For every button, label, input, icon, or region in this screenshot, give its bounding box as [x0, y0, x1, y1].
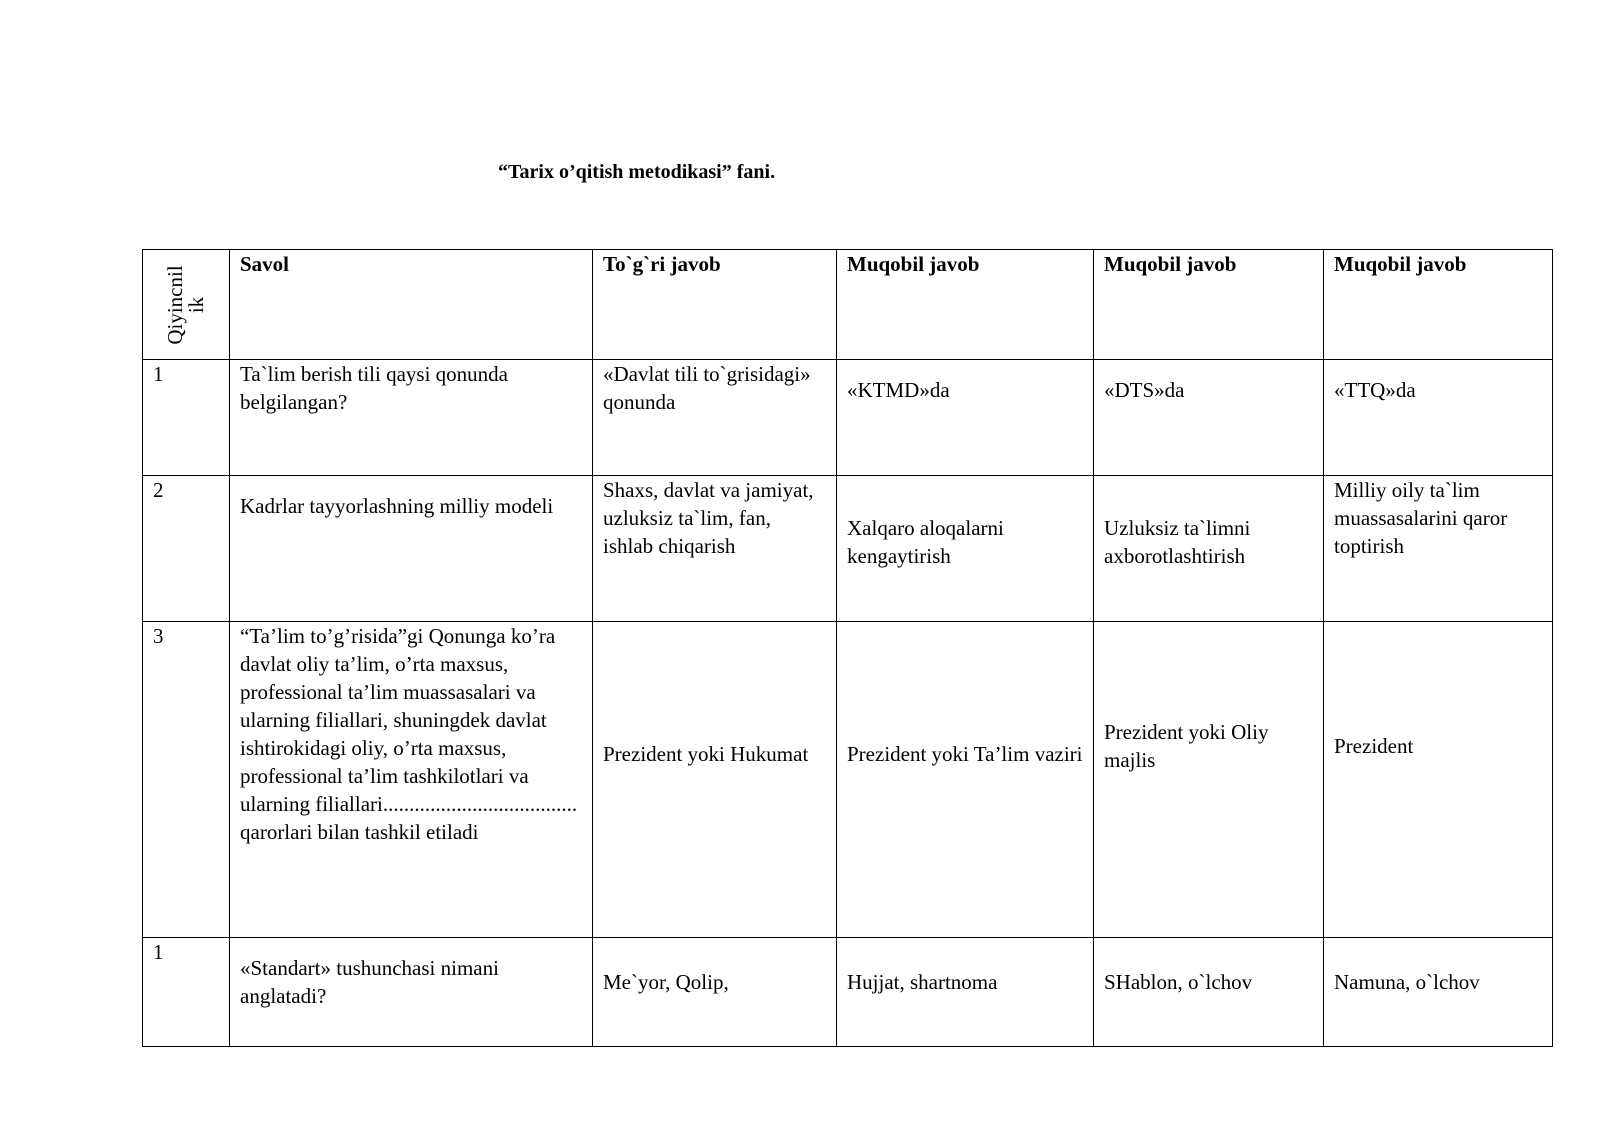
difficulty-cell: 1: [143, 360, 230, 476]
header-alternative-answer-3: Muqobil javob: [1324, 250, 1553, 360]
alternative-answer-cell: Namuna, o`lchov: [1324, 938, 1553, 1047]
alternative-answer-cell: Milliy oily ta`lim muassasalarini qaror toptirish: [1324, 476, 1553, 622]
alternative-answer-cell: Prezident: [1324, 622, 1553, 938]
quiz-table: [142, 249, 1553, 1047]
header-difficulty-label: Qiyincnil ik: [163, 265, 208, 345]
table-row: [143, 476, 1553, 622]
difficulty-cell: 1: [143, 938, 230, 1047]
header-question: Savol: [230, 250, 593, 360]
difficulty-cell: 3: [143, 622, 230, 938]
header-difficulty: [143, 250, 230, 360]
alternative-answer-cell: «KTMD»da: [837, 360, 1094, 476]
correct-answer-cell: Me`yor, Qolip,: [593, 938, 837, 1047]
table-row: [143, 938, 1553, 1047]
alternative-answer-cell: SHablon, o`lchov: [1094, 938, 1324, 1047]
correct-answer-cell: Prezident yoki Hukumat: [593, 622, 837, 938]
alternative-answer-cell: Prezident yoki Ta’lim vaziri: [837, 622, 1094, 938]
correct-answer-cell: Shaxs, davlat va jamiyat, uzluksiz ta`lim, fan, ishlab chiqarish: [593, 476, 837, 622]
question-cell: Ta`lim berish tili qaysi qonunda belgilangan?: [230, 360, 593, 476]
header-correct-answer: To`g`ri javob: [593, 250, 837, 360]
question-cell: «Standart» tushunchasi nimani anglatadi?: [230, 938, 593, 1047]
table-row: [143, 360, 1553, 476]
question-cell: “Ta’lim to’g’risida”gi Qonunga ko’ra davlat oliy ta’lim, o’rta maxsus, professional ta’lim muassasalari va ularning filiallari, shuningdek davlat ishtirokidagi oliy, o’rta maxsus, professional ta’lim tashkilotlari va ularning filiallari..................................... qarorlari bilan tashkil etiladi: [230, 622, 593, 938]
alternative-answer-cell: Hujjat, shartnoma: [837, 938, 1094, 1047]
alternative-answer-cell: Uzluksiz ta`limni axborotlashtirish: [1094, 476, 1324, 622]
alternative-answer-cell: Xalqaro aloqalarni kengaytirish: [837, 476, 1094, 622]
alternative-answer-cell: «DTS»da: [1094, 360, 1324, 476]
alternative-answer-cell: «TTQ»da: [1324, 360, 1553, 476]
header-alternative-answer-1: Muqobil javob: [837, 250, 1094, 360]
table-row: [143, 622, 1553, 938]
table-header-row: [143, 250, 1553, 360]
alternative-answer-cell: Prezident yoki Oliy majlis: [1094, 622, 1324, 938]
question-cell: Kadrlar tayyorlashning milliy modeli: [230, 476, 593, 622]
difficulty-cell: 2: [143, 476, 230, 622]
correct-answer-cell: «Davlat tili to`grisidagi» qonunda: [593, 360, 837, 476]
document-title: “Tarix o’qitish metodikasi” fani.: [498, 161, 776, 183]
header-alternative-answer-2: Muqobil javob: [1094, 250, 1324, 360]
